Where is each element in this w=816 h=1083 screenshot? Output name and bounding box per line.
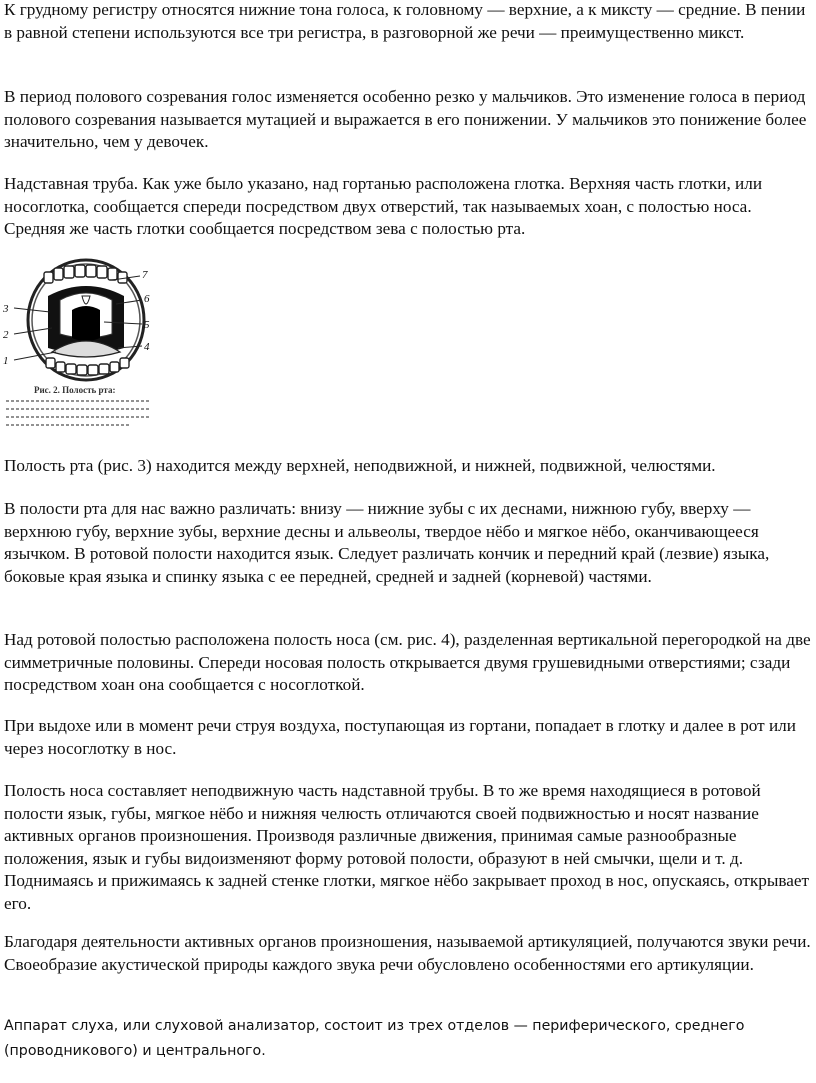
- figure-label-6: 6: [144, 293, 150, 305]
- paragraph-hearing-apparatus: Аппарат слуха, или слуховой анализатор, состоит из трех отделов — периферического, среднего (проводникового) и центрального.: [4, 1018, 745, 1059]
- figure-label-1: 1: [3, 355, 9, 367]
- mouth-cavity-figure: [0, 256, 160, 436]
- figure-label-4: 4: [144, 341, 150, 353]
- paragraph-mouth-parts: В полости рта для нас важно различать: внизу — нижние зубы с их деснами, нижнюю губу, вверху — верхнюю губу, верхние зубы, верхние десны и альвеолы, твердое нёбо и мягкое нёбо, оканчивающееся язычком. В ротовой полости находится язык. Следует различать кончик и передний край (лезвие) языка, боковые края языка и спинку языка с ее передней, средней и задней (корневой) частями.: [4, 499, 770, 586]
- paragraph-active-organs: Полость носа составляет неподвижную часть надставной трубы. В то же время находящиеся в ротовой полости язык, губы, мягкое нёбо и нижняя челюсть отличаются своей подвижностью и носят название активных органов произношения. Производя различные движения, принимая самые разнообразные положения, язык и губы видоизменяют форму ротовой полости, образуют в ней смычки, щели и т. д. Поднимаясь и прижимаясь к задней стенке глотки, мягкое нёбо закрывает проход в нос, опускаясь, открывает его.: [4, 781, 810, 913]
- figure-label-7: 7: [142, 269, 148, 281]
- paragraph-mouth-cavity: Полость рта (рис. 3) находится между верхней, неподвижной, и нижней, подвижной, челюстями.: [4, 456, 716, 475]
- paragraph-vocal-tract: Надставная труба. Как уже было указано, над гортанью расположена глотка. Верхняя часть глотки, или носоглотка, сообщается спереди посредством двух отверстий, так называемых хоан, с полостью носа. Средняя же часть глотки сообщается посредством зева с полостью рта.: [4, 174, 763, 239]
- figure-label-3: 3: [3, 303, 9, 315]
- paragraph-articulation: Благодаря деятельности активных органов произношения, называемой артикуляцией, получаются звуки речи. Своеобразие акустической природы каждого звука речи обусловлено особенностями его артикуляции.: [4, 932, 811, 974]
- paragraph-airflow: При выдохе или в момент речи струя воздуха, поступающая из гортани, попадает в глотку и далее в рот или через носоглотку в нос.: [4, 716, 796, 758]
- figure-label-5: 5: [144, 319, 150, 331]
- figure-caption-title: Рис. 2. Полость рта:: [34, 385, 116, 395]
- paragraph-registers: К грудному регистру относятся нижние тона голоса, к головному — верхние, а к миксту — средние. В пении в равной степени используются все три регистра, в разговорной же речи — преимущественно микст.: [4, 0, 806, 42]
- figure-label-2: 2: [3, 329, 9, 341]
- mouth-cavity-illustration: [0, 256, 160, 436]
- paragraph-nasal-cavity: Над ротовой полостью расположена полость носа (см. рис. 4), разделенная вертикальной перегородкой на две симметричные половины. Спереди носовая полость открывается двумя грушевидными отверстиями; сзади посредством хоан она сообщается с носоглоткой.: [4, 630, 811, 695]
- paragraph-mutation: В период полового созревания голос изменяется особенно резко у мальчиков. Это изменение голоса в период полового созревания называется мутацией и выражается в его понижении. У мальчиков это понижение более значительно, чем у девочек.: [4, 87, 807, 152]
- figure-caption-blurred-text: [6, 401, 150, 425]
